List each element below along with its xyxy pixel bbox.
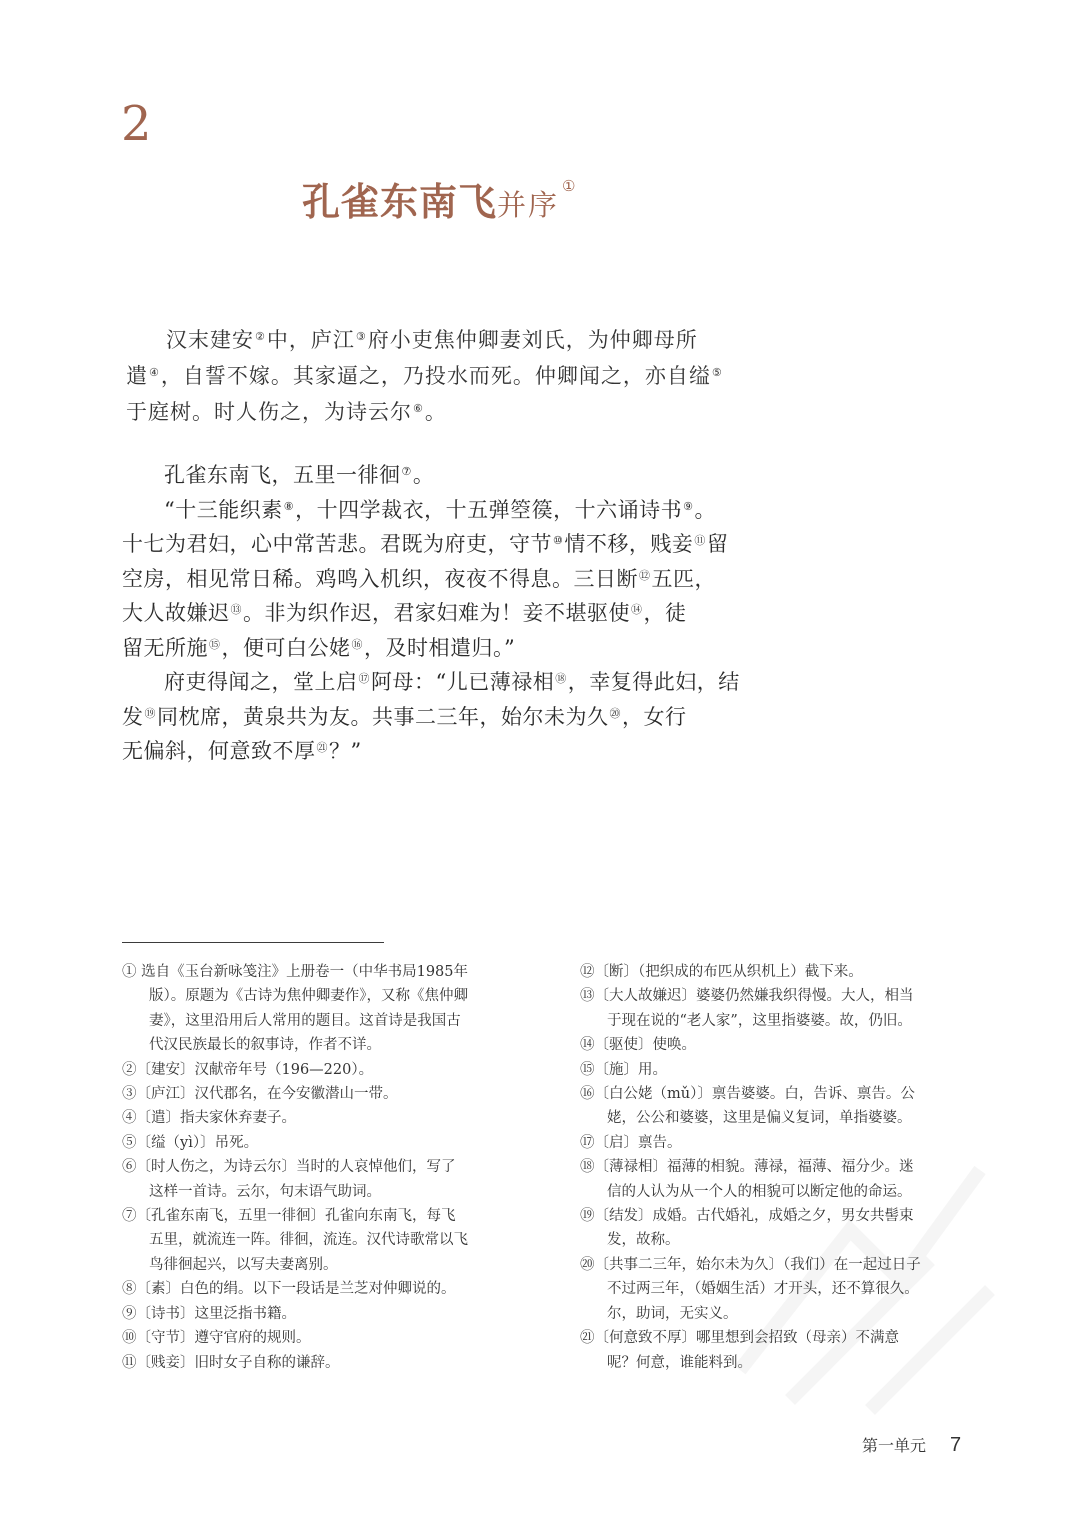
footnote: ⑫〔断〕（把织成的布匹从织机上）截下来。 — [580, 964, 863, 980]
poem-line — [122, 493, 756, 528]
footnote-continuation: 鸟徘徊起兴，以写夫妻离别。 — [149, 1256, 338, 1273]
footnote-continuation: 妻》，这里沿用后人常用的题目。这首诗是我国古 — [149, 1012, 461, 1029]
title-sub: 并序 — [497, 188, 560, 222]
text-run: 。非为织作迟，君家妇难为！妾不堪驱使 — [243, 601, 630, 625]
text-run: ，自誓不嫁。其家逼之，乃投水而死。仲卿闻之，亦自缢 — [160, 364, 711, 388]
footnote: ⑱〔薄禄相〕福薄的相貌。薄禄，福薄、福分少。迷 — [580, 1159, 914, 1176]
footnote: ⑰〔启〕禀告。 — [580, 1134, 682, 1151]
text-run: 汉末建安 — [166, 328, 254, 352]
footnote-continuation: 姥，公公和婆婆，这里是偏义复词，单指婆婆。 — [607, 1110, 912, 1127]
footnote-marker: ⑯ — [351, 637, 363, 651]
text-run: 同枕席，黄泉共为友。共事二三年，始尔未为久 — [157, 704, 609, 729]
text-run: “十三能织素 — [164, 497, 283, 522]
footnote-continuation: 于现在说的“老人家”，这里指婆婆。故，仍旧。 — [607, 1012, 912, 1029]
footnote: ⑯〔白公姥（mǔ）〕禀告婆婆。白，告诉、禀告。公 — [580, 1086, 915, 1103]
poem-line — [122, 665, 756, 700]
footnote-marker: ⑳ — [609, 706, 621, 720]
title-note-marker: ① — [562, 177, 577, 195]
text-run: 留无所施 — [122, 635, 208, 660]
footnotes-left-column — [122, 960, 522, 1375]
poem-line — [122, 631, 756, 666]
preface-line — [126, 322, 716, 358]
footnote-marker: ⑨ — [683, 499, 694, 513]
footnote: ③〔庐江〕汉代郡名，在今安徽潜山一带。 — [122, 1086, 398, 1103]
footnote: ⑤〔缢（yì）〕吊死。 — [122, 1134, 259, 1151]
footnote-marker: ⑪ — [694, 534, 706, 547]
footnote: ① 选自《玉台新咏笺注》上册卷一（中华书局1985年 — [122, 964, 469, 980]
footnote: ⑦〔孔雀东南飞，五里一徘徊〕孔雀向东南飞，每飞 — [122, 1208, 456, 1225]
footnote-continuation: 这样一首诗。云尔，句末语气助词。 — [149, 1183, 381, 1200]
text-run: ，便可白公姥 — [221, 635, 351, 660]
footnote-continuation: 呢？何意，谁能料到。 — [607, 1354, 752, 1371]
poem-line — [122, 700, 756, 735]
poem-line — [122, 596, 756, 631]
footnote-continuation: 发，故称。 — [607, 1232, 680, 1249]
text-run: 留 — [706, 532, 729, 556]
footnote-marker: ⑬ — [230, 603, 242, 616]
preface-paragraph — [126, 322, 723, 430]
footnote-marker: ⑦ — [401, 465, 412, 478]
text-run: 五匹， — [651, 566, 716, 591]
footnote-marker: ② — [255, 330, 266, 343]
preface-line — [126, 358, 723, 394]
text-run: 发 — [122, 704, 144, 729]
text-run: 于庭树。时人伤之，为诗云尔 — [126, 400, 412, 424]
footnote-continuation: 代汉民族最长的叙事诗，作者不详。 — [149, 1037, 381, 1054]
text-run: 。 — [424, 400, 447, 424]
footnote: ㉑〔何意致不厚〕哪里想到会招致（母亲）不满意 — [580, 1330, 899, 1347]
poem-line — [122, 562, 756, 597]
text-run: ，女行 — [622, 704, 687, 729]
poem-line — [122, 458, 756, 493]
text-run: ？” — [329, 739, 362, 763]
text-run: 阿母：“儿已薄禄相 — [371, 670, 555, 694]
footnote: ⑳〔共事二三年，始尔未为久〕（我们）在一起过日子 — [580, 1256, 921, 1273]
text-run: 孔雀东南飞，五里一徘徊 — [164, 463, 401, 487]
footnote: ④〔遣〕指夫家休弃妻子。 — [122, 1110, 296, 1127]
title-main: 孔雀东南飞 — [302, 179, 498, 224]
footnote: ⑭〔驱使〕使唤。 — [580, 1037, 696, 1054]
footnote: ⑬〔大人故嫌迟〕婆婆仍然嫌我织得慢。大人，相当 — [580, 988, 914, 1005]
text-run: 十七为君妇，心中常苦悲。君既为府吏，守节 — [122, 532, 552, 556]
footnote-divider — [122, 942, 384, 943]
text-run: ，徒 — [643, 601, 687, 625]
footnote-marker: ⑤ — [711, 366, 723, 379]
footnote-marker: ⑮ — [209, 637, 221, 651]
poem-line — [122, 734, 756, 769]
unit-label: 第一单元 — [862, 1436, 927, 1455]
footnote-marker: ⑰ — [358, 672, 370, 685]
footnote-marker: ⑭ — [631, 603, 643, 616]
text-run: 情不移，贱妾 — [564, 532, 694, 556]
footnote: ⑧〔素〕白色的绢。以下一段话是兰芝对仲卿说的。 — [122, 1281, 456, 1298]
text-run: 府吏得闻之，堂上启 — [164, 670, 358, 694]
text-run: ，十四学裁衣，十五弹箜篌，十六诵诗书 — [295, 497, 683, 522]
footnote-marker: ⑩ — [553, 534, 564, 547]
text-run: 中，庐江 — [266, 328, 355, 352]
page-footer — [862, 1433, 961, 1457]
footnote-continuation: 尔，助词，无实义。 — [607, 1305, 738, 1322]
poem-text — [122, 458, 756, 769]
publisher-watermark — [700, 1110, 1020, 1430]
footnote-continuation: 版）。原题为《古诗为焦仲卿妻作》，又称《焦仲卿 — [149, 988, 468, 1005]
preface-line — [126, 394, 716, 430]
footnote-marker: ⑥ — [413, 402, 424, 415]
footnote-continuation: 信的人认为从一个人的相貌可以断定他的命运。 — [607, 1183, 912, 1200]
footnote-marker: ㉑ — [316, 741, 328, 754]
footnote-marker: ⑱ — [555, 672, 567, 685]
footnote: ⑨〔诗书〕这里泛指书籍。 — [122, 1305, 296, 1322]
text-run: 无偏斜，何意致不厚 — [122, 739, 316, 763]
footnote-continuation: 不过两三年，（婚姻生活）才开头，还不算很久。 — [607, 1281, 919, 1298]
text-run: 遣 — [126, 364, 148, 388]
lesson-number: 2 — [121, 96, 152, 152]
page-number: 7 — [950, 1434, 962, 1456]
footnote: ⑮〔施〕用。 — [580, 1061, 667, 1078]
footnote: ⑥〔时人伤之，为诗云尔〕当时的人哀悼他们，写了 — [122, 1159, 456, 1176]
text-run: 。 — [412, 463, 435, 487]
text-run: ，及时相遣归。” — [364, 635, 516, 660]
text-run: 府小吏焦仲卿妻刘氏，为仲卿母所 — [367, 328, 698, 352]
footnote-marker: ⑫ — [639, 568, 651, 582]
footnote: ②〔建安〕汉献帝年号（196—220）。 — [122, 1061, 374, 1078]
footnote-marker: ③ — [355, 330, 367, 343]
footnote-continuation: 五里，就流连一阵。徘徊，流连。汉代诗歌常以飞 — [149, 1232, 468, 1249]
text-run: 。 — [694, 497, 716, 522]
lesson-title — [302, 177, 577, 224]
text-run: 空房，相见常日稀。鸡鸣入机织，夜夜不得息。三日断 — [122, 566, 638, 591]
text-run: ，幸复得此妇，结 — [567, 670, 740, 694]
footnote: ⑩〔守节〕遵守官府的规则。 — [122, 1330, 311, 1347]
footnote-marker: ⑲ — [144, 706, 156, 720]
text-run: 大人故嫌迟 — [122, 601, 230, 625]
poem-line — [122, 527, 756, 562]
footnote-marker: ⑧ — [283, 499, 295, 513]
footnote: ⑪〔贱妾〕旧时女子自称的谦辞。 — [122, 1354, 340, 1371]
footnote: ⑲〔结发〕成婚。古代婚礼，成婚之夕，男女共髻束 — [580, 1208, 914, 1225]
footnote-marker: ④ — [149, 366, 160, 379]
